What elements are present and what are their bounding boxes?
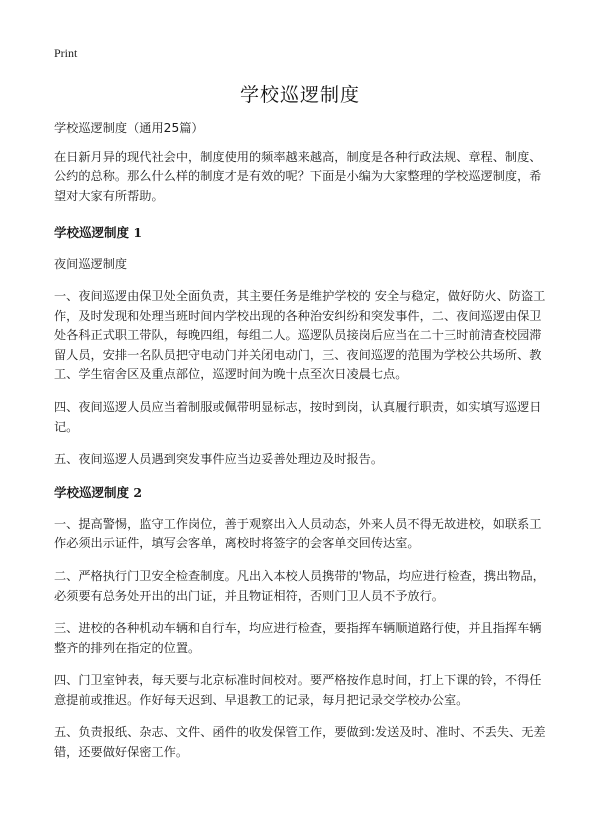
- paragraph: 一、提高警惕，监守工作岗位，善于观察出入人员动态，外来人员不得无故进校，如联系工作必须出示证件，填写会客单，离校时将签字的会客单交回传达室。: [54, 516, 542, 551]
- section-heading: 学校巡逻制度 1: [54, 225, 143, 241]
- paragraph: 五、夜间巡逻人员遇到突发事件应当边妥善处理边及时报告。: [54, 452, 384, 467]
- page-title: 学校巡逻制度: [239, 84, 360, 106]
- paragraph: 四、夜间巡逻人员应当着制服或佩带明显标志，按时到岗，认真履行职责，如实填写巡逻日记。: [54, 399, 542, 434]
- paragraph: 三、进校的各种机动车辆和自行车，均应进行检查，要指挥车辆顺道路行使，并且指挥车辆整齐的排列在指定的位置。: [54, 621, 542, 655]
- section-heading: 学校巡逻制度 2: [54, 484, 143, 500]
- paragraph: 一、夜间巡逻由保卫处全面负责，其主要任务是维护学校的 安全与稳定，做好防火、防盗工作，及时发现和处理当班时间内学校出现的各种治安纠纷和突发事件，二、夜间巡逻由保卫处各科正式职工带队，每晚四组，每组二人。巡逻队员接岗后应当在二十三时前清查校园滞留人员，安排一名队员把守电动门并关闭电动门，三、夜间巡逻的范围为学校公共场所、教工、学生宿舍区及重点部位，巡逻时间为晚十点至次日凌晨七点。: [54, 288, 546, 382]
- paragraph: 四、门卫室钟表，每天要与北京标准时间校对。要严格按作息时间，打上下课的铃，不得任意提前或推迟。作好每天迟到、早退教工的记录，每月把记录交学校办公室。: [54, 673, 542, 707]
- document-body: [54, 119, 550, 776]
- print-label: Print: [54, 46, 78, 60]
- intro-paragraph: 在日新月异的现代社会中，制度使用的频率越来越高，制度是各种行政法规、章程、制度、公约的总称。那么什么样的制度才是有效的呢？下面是小编为大家整理的学校巡逻制度，希望对大家有所帮助。: [54, 149, 542, 203]
- document-subtitle: 学校巡逻制度（通用25篇）: [54, 121, 204, 135]
- paragraph: 五、负责报纸、杂志、文件、函件的收发保管工作，要做到:发送及时、准时、不丢失、无差错，还要做好保密工作。: [54, 725, 546, 760]
- section-label: 夜间巡逻制度: [54, 257, 128, 272]
- paragraph: 二、严格执行门卫安全检查制度。凡出入本校人员携带的'物品，均应进行检查，携出物品，必须要有总务处开出的出门证，并且物证相符，否则门卫人员不予放行。: [54, 568, 545, 603]
